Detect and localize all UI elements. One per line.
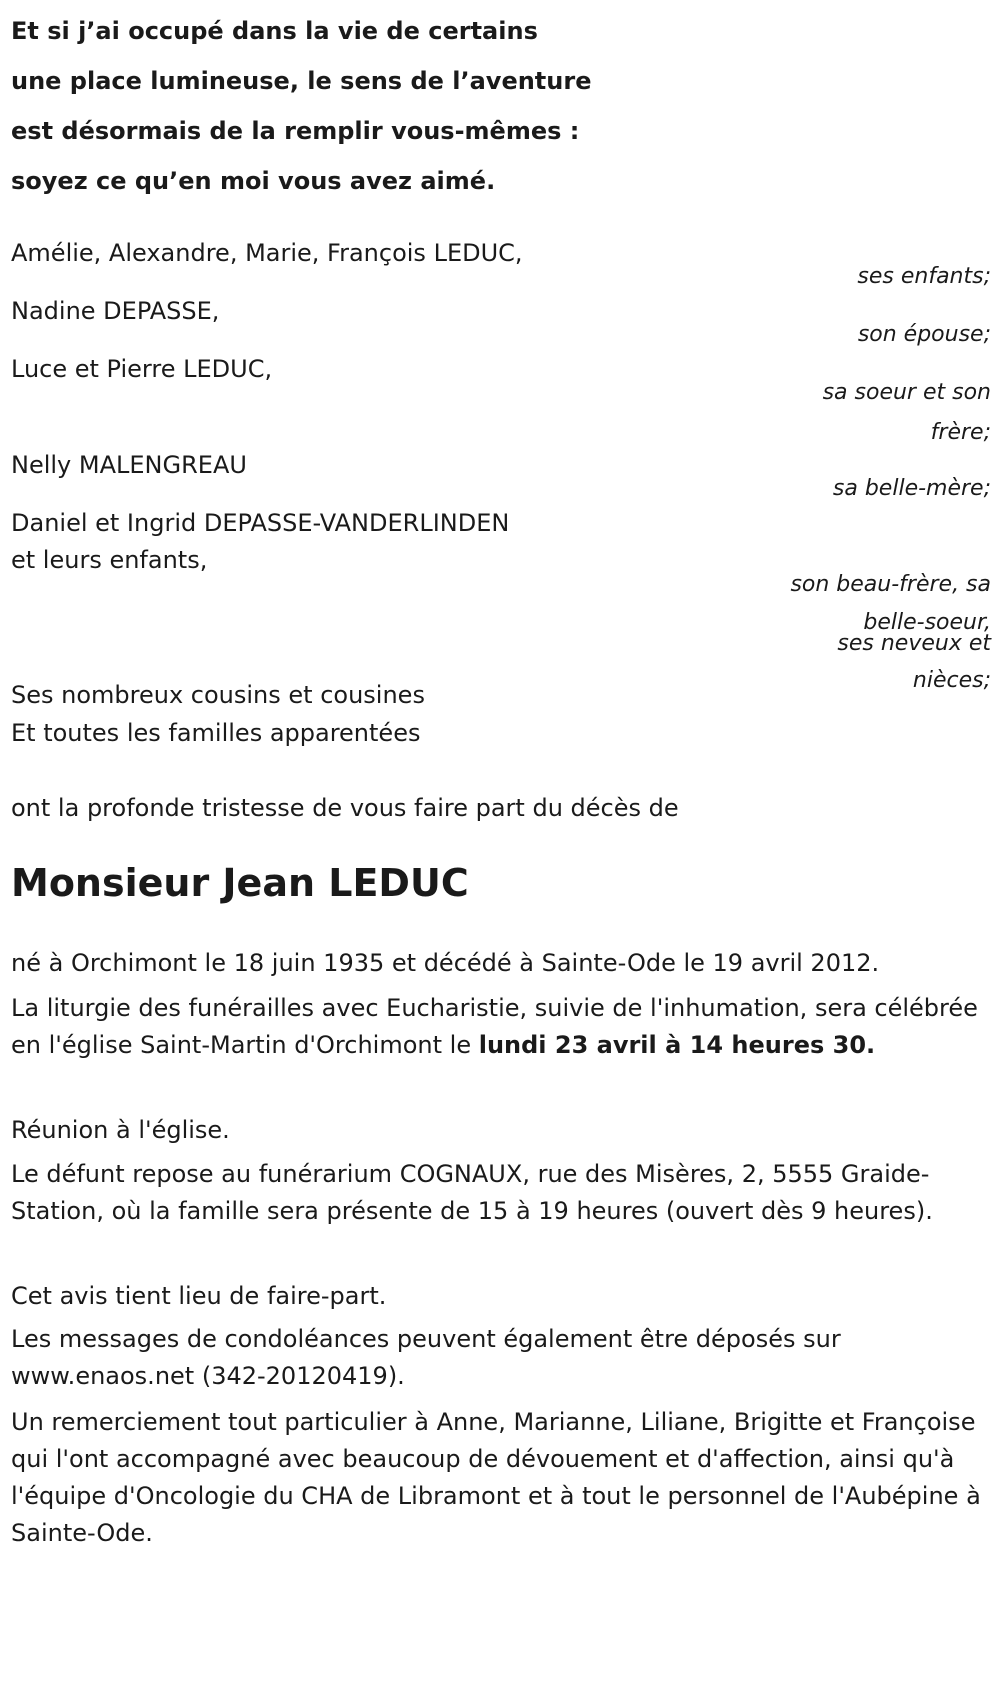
family-relation-siblings [731,373,991,453]
thanks: Un remerciement tout particulier à Anne, Marianne, Liliane, Brigitte et Françoise qui l'ont accompagné avec beaucoup de dévouement et d'affection, ainsi qu'à l'équipe d'Oncologie du CHA de Libramont et à tout le personnel de l'Aubépine à Sainte-Ode. [11,1408,981,1547]
relation-line: son beau-frère, sa [790,572,991,597]
extended-family-line: Ses nombreux cousins et cousines [11,681,425,709]
birth-death: né à Orchimont le 18 juin 1935 et décédé à Sainte-Ode le 19 avril 2012. [11,949,880,977]
relation-line: nièces; [912,668,991,693]
deceased-name: Monsieur Jean LEDUC [11,861,469,905]
relation-line: ses neveux et [837,631,991,656]
liturgy-date: lundi 23 avril à 14 heures 30. [478,1031,876,1059]
family-name-in-laws: Daniel et Ingrid DEPASSE-VANDERLINDEN [11,509,510,537]
family-relation-spouse [731,315,991,355]
poem-line: est désormais de la remplir vous-mêmes : [11,117,580,145]
relation-line: sa soeur et son [822,380,991,405]
liturgy [11,990,986,1064]
notice: Cet avis tient lieu de faire-part. [11,1282,387,1310]
extended-family-line: Et toutes les familles apparentées [11,719,421,747]
relation-line: son épouse; [857,322,991,347]
poem-line: une place lumineuse, le sens de l’aventure [11,67,592,95]
family-relation-children [731,257,991,297]
extended-family [11,676,986,752]
poem-line: soyez ce qu’en moi vous avez aimé. [11,167,496,195]
family-name-siblings: Luce et Pierre LEDUC, [11,355,273,383]
funeral-home: Le défunt repose au funérarium COGNAUX, rue des Misères, 2, 5555 Graide-Station, où la famille sera présente de 15 à 19 heures (ouvert dès 9 heures). [11,1160,933,1225]
epitaph-poem [11,6,911,206]
announcement: ont la profonde tristesse de vous faire part du décès de [11,794,679,822]
liturgy-text: La liturgie des funérailles avec Eucharistie, suivie de l'inhumation, sera célébrée en l'église Saint-Martin d'Orchimont le [11,994,978,1059]
relation-line: ses enfants; [857,264,991,289]
relation-line: frère; [930,420,991,445]
family-name-in-laws-children: et leurs enfants, [11,546,208,574]
relation-line: belle-soeur, [863,610,991,635]
relation-line: sa belle-mère; [832,476,991,501]
condolences: Les messages de condoléances peuvent également être déposés sur www.enaos.net (342-20120419). [11,1325,841,1390]
meeting: Réunion à l'église. [11,1116,230,1144]
family-name-mother-in-law: Nelly MALENGREAU [11,451,247,479]
family-name-spouse: Nadine DEPASSE, [11,297,220,325]
poem-line: Et si j’ai occupé dans la vie de certains [11,17,538,45]
family-name-children: Amélie, Alexandre, Marie, François LEDUC, [11,239,523,267]
family-relation-mother-in-law [731,469,991,509]
